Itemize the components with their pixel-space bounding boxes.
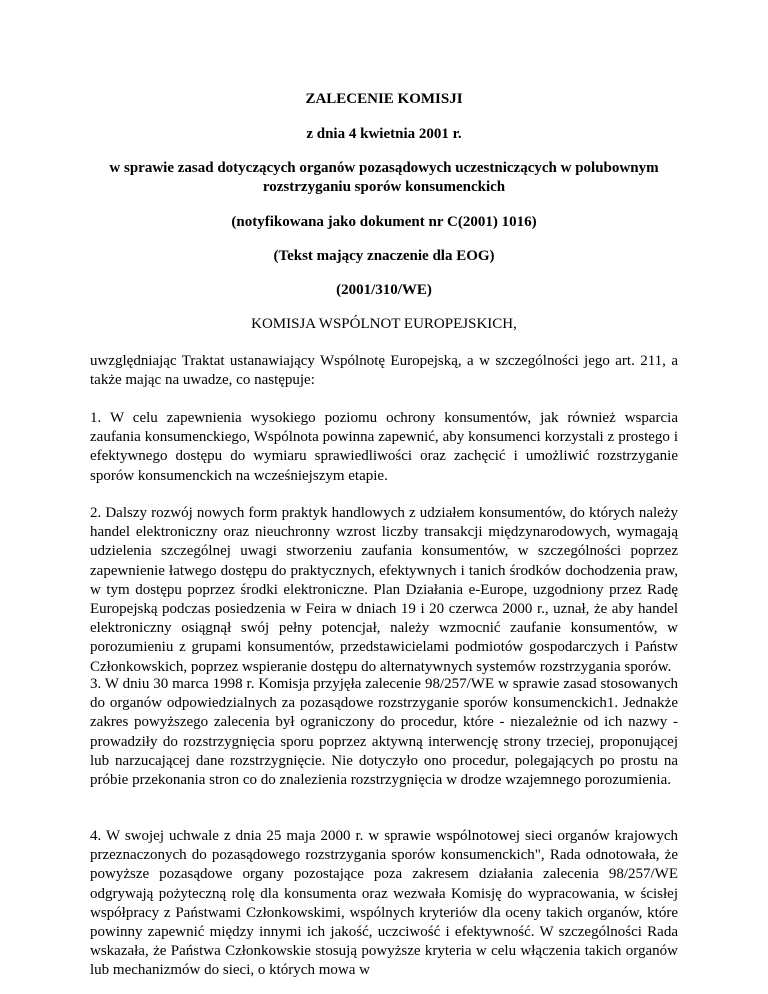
notification-number: (notyfikowana jako dokument nr C(2001) 1016) [231,214,537,230]
preamble-paragraph: uwzględniając Traktat ustanawiający Wspólnotę Europejską, a w szczególności jego art. 211, a także mając na uwadze, co następuje: [90,353,678,389]
document-subject: w sprawie zasad dotyczących organów pozasądowych uczestniczących w polubownym rozstrzyganiu sporów konsumenckich [109,160,659,195]
recital-3: 3. W dniu 30 marca 1998 r. Komisja przyjęła zalecenie 98/257/WE w sprawie zasad stosowanych do organów odpowiedzialnych za pozasądowe rozstrzyganie sporów konsumenckich1. Jednakże zakres powyższego zalecenia był ograniczony do procedur, które - niezależnie od ich nazwy - prowadziły do rozstrzygnięcia sporu poprzez aktywną interwencję strony trzeciej, proponującej lub narzucającej dane rozstrzygnięcie. Nie dotyczyło ono procedur, polegających po prostu na próbie przekonania stron co do znalezienia rozstrzygnięcia w drodze wzajemnego porozumienia. [90,676,678,789]
eea-relevance: (Tekst mający znaczenie dla EOG) [273,248,495,264]
document-date: z dnia 4 kwietnia 2001 r. [306,126,462,142]
recital-1: 1. W celu zapewnienia wysokiego poziomu ochrony konsumentów, jak również wsparcia zaufania konsumenckiego, Wspólnota powinna zapewnić, aby konsumenci korzystali z prostego i efektywnego dostępu do wymiaru sprawiedliwości oraz zachęcić i umożliwić rozstrzyganie sporów konsumenckich na wcześniejszym etapie. [90,410,678,484]
reference-number: (2001/310/WE) [336,282,432,298]
institution-heading: KOMISJA WSPÓLNOT EUROPEJSKICH, [251,316,517,332]
recital-4: 4. W swojej uchwale z dnia 25 maja 2000 r. w sprawie wspólnotowej sieci organów krajowych przeznaczonych do pozasądowego rozstrzygania sporów konsumenckich", Rada odnotowała, że powyższe pozasądowe organy pozostające poza zakresem działania zalecenia 98/257/WE odgrywają pożyteczną rolę dla konsumenta oraz wezwała Komisję do wypracowania, w ścisłej współpracy z Państwami Członkowskimi, wspólnych kryteriów dla oceny takich organów, które powinny zapewnić między innymi ich jakość, uczciwość i efektywność. W szczególności Rada wskazała, że Państwa Członkowskie stosują powyższe kryteria w celu włączenia takich organów lub mechanizmów do sieci, o których mowa w [90,828,678,979]
document-title: ZALECENIE KOMISJI [305,91,463,107]
recital-2: 2. Dalszy rozwój nowych form praktyk handlowych z udziałem konsumentów, do których należy handel elektroniczny oraz nieuchronny wzrost liczby transakcji międzynarodowych, wymagają udzielenia szczególnej uwagi stworzeniu zaufania konsumentów, w szczególności poprzez zapewnienie łatwego dostępu do praktycznych, efektywnych i tanich środków dochodzenia praw, w tym dostępu poprzez środki elektroniczne. Plan Działania e-Europe, uzgodniony przez Radę Europejską podczas posiedzenia w Feira w dniach 19 i 20 czerwca 2000 r., uznał, że aby handel elektroniczny osiągnął swój pełny potencjał, należy wzmocnić zaufanie konsumentów, w porozumieniu z grupami konsumentów, przedstawicielami podmiotów gospodarczych i Państw Członkowskich, poprzez wspieranie dostępu do alternatywnych systemów rozstrzygania sporów. [90,505,678,675]
